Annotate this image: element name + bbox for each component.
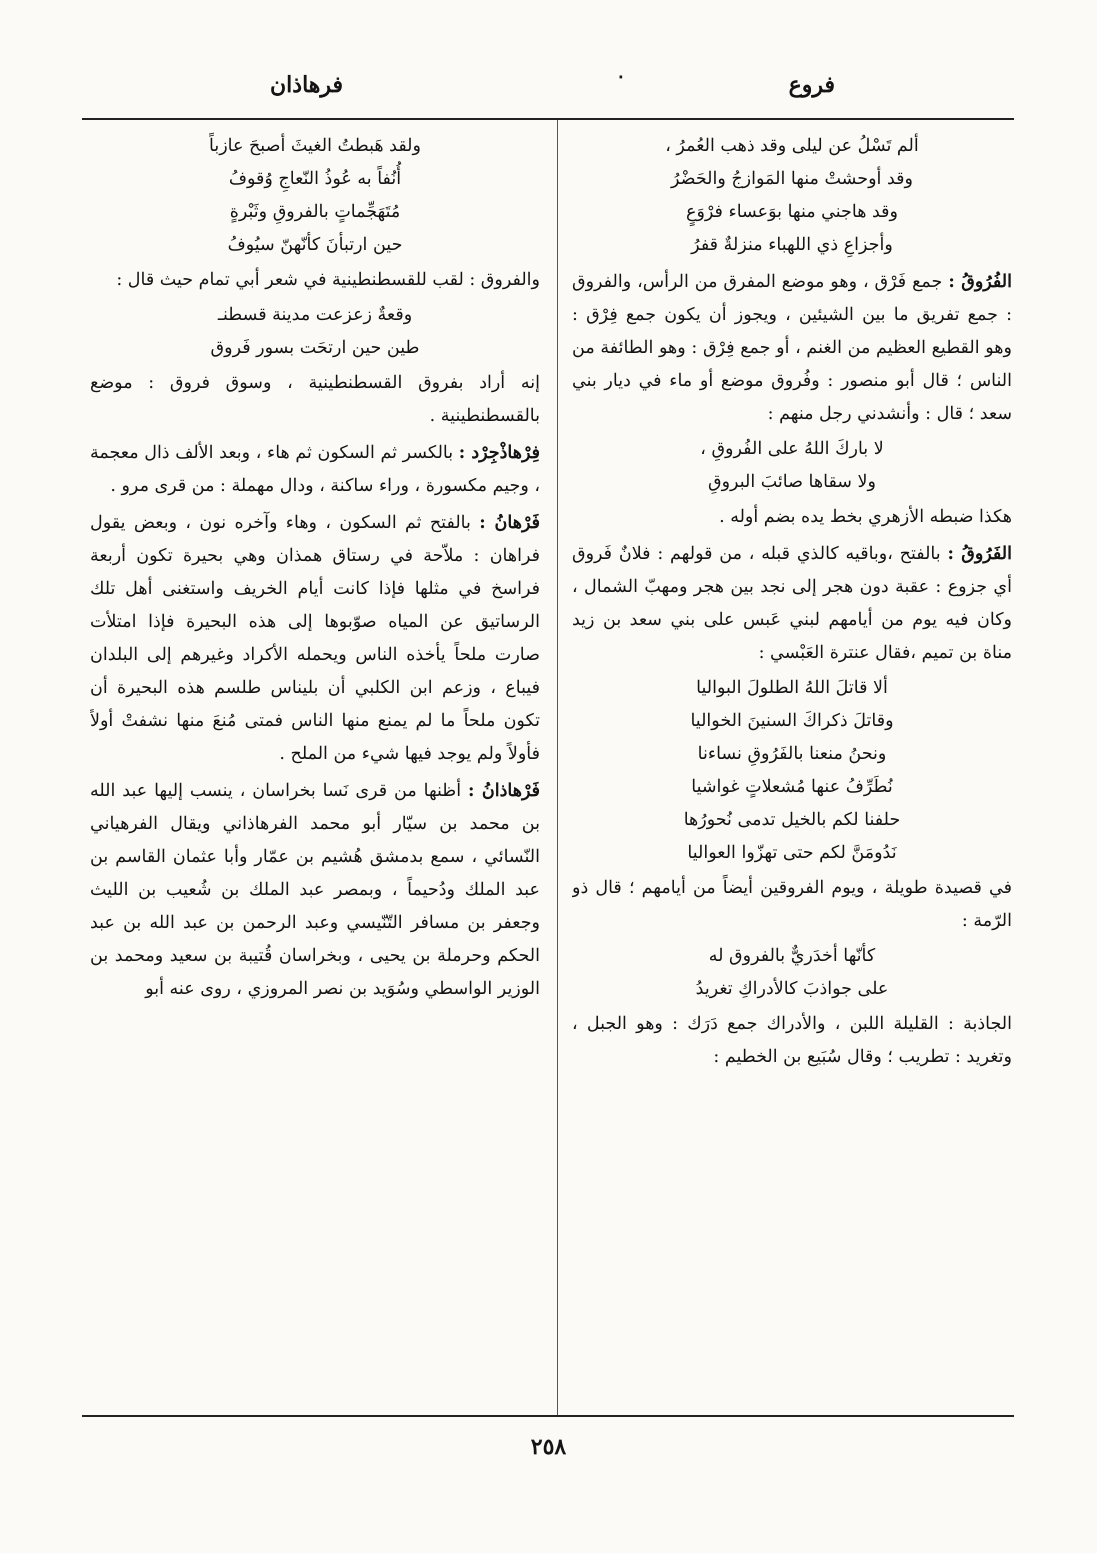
verse-line: طين حين ارتحَت بسور فَروق: [210, 338, 420, 358]
entry-text: بالفتح ،وباقيه كالذي قبله ، من قولهم : فلانٌ فَروق أي جزوع : عقبة دون هجر إلى نجد بين هجر ومهبّ الشمال ، وكان فيه يوم من أيامهم لبني عَبس على بني سعد بن زيد مناة بن تميم ،فقال عنترة العَبْسي :: [572, 544, 1012, 663]
verse-line: وقاتلَ ذكراكَ السنينَ الخواليا: [690, 711, 894, 731]
headword: الفَرُوقُ :: [947, 544, 1012, 564]
verse-line: أُنُفاً به عُوذُ النّعاجِ وُقوفُ: [228, 169, 402, 189]
verse-block: [572, 130, 1012, 262]
verse-line: ونحنُ منعنا بالفَرُوقِ نساءنا: [697, 744, 887, 764]
verse-line: حلفنا لكم بالخيل تدمى نُحورُها: [683, 810, 901, 830]
entry-text: بالفتح ثم السكون ، وهاء وآخره نون ، وبعض يقول فراهان : ملاّحة في رستاق همذان وهي بحيرة تكون أربعة فراسخ في مثلها فإذا كانت أيام الخريف واستغنى أهل تلك الرساتيق عن المياه صوّبوها إلى هذه البحيرة فإذا امتلأت صارت ملحاً يأخذه الناس ويحمله الأكراد وغيرهم إلى البلدان فيباع ، وزعم ابن الكلبي أن بليناس طلسم هذه البحيرة أن تكون ملحاً ما لم يمنع منها الناس فمتى مُنعَ منها نشفتْ أولاً فأولاً ولم يوجد فيها شيء من الملح .: [90, 513, 540, 764]
entry-firhadhjird: [90, 437, 540, 503]
verse-block: [90, 299, 540, 365]
left-column: [90, 128, 540, 1413]
page-number: ٢٥٨: [530, 1434, 567, 1460]
entry-text: أظنها من قرى نَسا بخراسان ، ينسب إليها عبد الله بن محمد بن سيّار أبو محمد الفرهاذاني ويقال الفرهياني النّسائي ، سمع بدمشق هُشيم بن عمّار وأبا عثمان القاسم بن عبد الملك ودُحيماً ، وبمصر عبد الملك بن شُعيب بن الليث وجعفر بن مسافر التّنّيسي وعبد الرحمن بن عبد الله بن عبد الحكم وحرملة بن يحيى ، وبخراسان قُتيبة بن سعيد ومحمد بن الوزير الواسطي وسُوَيد بن نصر المروزي ، روى عنه أبو: [90, 781, 540, 999]
verse-line: لا باركَ اللهُ على الفُروقِ ،: [700, 439, 884, 459]
verse-line: على جواذبَ كالأدراكِ تغريدُ: [695, 979, 889, 999]
verse-line: وأجزاعِ ذي اللهباء منزلةٌ قفرُ: [691, 235, 893, 255]
verse-block: [572, 433, 1012, 499]
column-divider: [557, 120, 558, 1415]
verse-line: نَدُومَنَّ لكم حتى تهزّوا العواليا: [687, 843, 897, 863]
verse-line: ألم تَسْلُ عن ليلى وقد ذهب العُمرُ ،: [665, 136, 919, 156]
verse-line: وقد أوحشتْ منها المَوازجُ والحَضْرُ: [671, 169, 913, 189]
verse-line: ولقد هَبطتُ الغيثَ أصبحَ عازباً: [209, 136, 421, 156]
note: الجاذبة : القليلة اللبن ، والأدراك جمع دَرَك : وهو الجبل ، وتغريد : تطريب ؛ وقال سُبَيع بن الخطيم :: [572, 1014, 1012, 1067]
entry-farhadhan: [90, 775, 540, 1006]
verse-block: [572, 672, 1012, 870]
page-header-left: فرهاذان: [270, 72, 344, 98]
verse-line: وقد هاجني منها بوَعساء فرْوَعٍ: [686, 202, 898, 222]
verse-block: [90, 130, 540, 262]
headword: فَرْهاذانُ :: [468, 781, 540, 801]
headword: فَرْهانُ :: [479, 513, 540, 533]
entry-farhan: [90, 507, 540, 771]
verse-line: ألا قاتلَ اللهُ الطلولَ البواليا: [696, 678, 888, 698]
note: إنه أراد بفروق القسطنطينية ، وسوق فروق : موضع بالقسطنطينية .: [90, 373, 540, 426]
header-mark: ٠: [616, 66, 626, 87]
verse-line: نُطَرِّفُ عنها مُشعلاتٍ غواشيا: [691, 777, 893, 797]
headword: الفُرُوقُ :: [948, 272, 1012, 292]
note: والفروق : لقب للقسطنطينية في شعر أبي تمام حيث قال :: [116, 270, 540, 290]
entry-al-furuq: [572, 266, 1012, 431]
entry-text: جمع فَرْق ، وهو موضع المفرق من الرأس، والفروق : جمع تفريق ما بين الشيئين ، ويجوز أن يكون جمع فِرْق : وهو القطيع العظيم من الغنم ، أو جمع فِرْق : وهو الطائفة من الناس ؛ قال أبو منصور : وفُروق موضع أو ماء في ديار بني سعد ؛ قال : وأنشدني رجل منهم :: [572, 272, 1012, 424]
footer-rule: [82, 1415, 1014, 1417]
note: في قصيدة طويلة ، ويوم الفروقين أيضاً من أيامهم ؛ قال ذو الرّمة :: [572, 878, 1012, 931]
verse-line: وقعةٌ زعزعت مدينة قسطنـ: [217, 305, 413, 325]
verse-line: مُتَهَجِّماتٍ بالفروقِ وثَبْرةٍ: [229, 202, 401, 222]
verse-line: كأنّها أخدَريٌّ بالفروق له: [708, 946, 876, 966]
headword: فِرْهاذْجِرْد :: [458, 443, 540, 463]
page-header-right: فروع: [788, 72, 835, 98]
note: هكذا ضبطه الأزهري بخط يده بضم أوله .: [719, 507, 1012, 527]
verse-line: حين ارتبأنَ كأنّهنّ سيُوفُ: [227, 235, 403, 255]
header-rule: [82, 118, 1014, 120]
right-column: [572, 128, 1012, 1413]
entry-text: بالكسر ثم السكون ثم هاء ، وبعد الألف ذال معجمة ، وجيم مكسورة ، وراء ساكنة ، ودال مهملة : من قرى مرو .: [90, 443, 540, 496]
verse-block: [572, 940, 1012, 1006]
entry-al-faruq: [572, 538, 1012, 670]
verse-line: ولا سقاها صائبَ البروقِ: [708, 472, 876, 492]
